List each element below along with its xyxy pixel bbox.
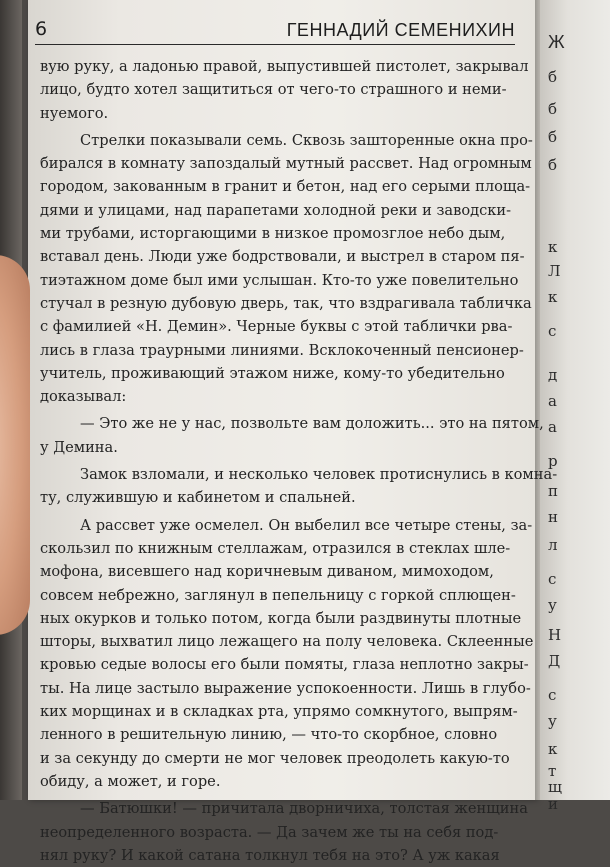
text-line: ких морщинах и в складках рта, упрямо сомкнутого, выпрям- [40, 703, 518, 721]
text-line: дями и улицами, над парапетами холодной реки и заводски- [40, 201, 512, 219]
text-line: кровью седые волосы его были помяты, глаза неплотно закры- [40, 656, 529, 674]
next-page-fragment: Ж [548, 32, 565, 52]
text-line: обиду, а может, и горе. [40, 772, 221, 790]
text-line: ту, служившую и кабинетом и спальней. [40, 489, 356, 507]
text-line: стучал в резную дубовую дверь, так, что вздрагивала табличка [40, 294, 532, 312]
text-line: шторы, выхватил лицо лежащего на полу человека. Склеенные [40, 633, 534, 651]
next-page-fragment: к [548, 288, 558, 306]
text-line: ты. На лице застыло выражение успокоенности. Лишь в глубо- [40, 679, 531, 697]
text-line: ных окурков и только потом, когда были раздвинуты плотные [40, 609, 522, 627]
text-line: — Это же не у нас, позвольте вам доложить... это на пятом, [80, 415, 544, 433]
text-line: и за секунду до смерти не мог человек преодолеть какую-то [40, 749, 510, 767]
text-line: лись в глаза траурными линиями. Всклокоченный пенсионер- [40, 341, 524, 359]
next-page-fragment: к [548, 238, 558, 256]
text-line: нуемого. [40, 104, 109, 122]
text-line: учитель, проживающий этажом ниже, кому-то убедительно [40, 364, 505, 382]
text-line: нял руку? И какой сатана толкнул тебя на это? А уж какая [40, 846, 500, 864]
text-line: мофона, висевшего над коричневым диваном, мимоходом, [40, 563, 494, 581]
next-page-fragment: б [548, 68, 558, 86]
text-line: вставал день. Люди уже бодрствовали, и выстрел в старом пя- [40, 248, 525, 266]
text-line: — Батюшки! — причитала дворничиха, толстая женщина [80, 800, 528, 818]
text-line: скользил по книжным стеллажам, отразился в стеклах шле- [40, 539, 511, 557]
next-page-fragment: у [548, 712, 557, 730]
text-line: у Демина. [40, 438, 118, 456]
next-page-fragment: Н [548, 626, 562, 644]
next-page-fragment: к [548, 740, 558, 758]
next-page-fragment: л [548, 536, 558, 554]
next-page-fragment: и [548, 795, 558, 813]
text-line: ми трубами, исторгающими в низкое промозглое небо дым, [40, 225, 506, 243]
next-page-fragment: д [548, 366, 558, 384]
next-page-fragment: а [548, 392, 557, 410]
next-page-fragment: с [548, 686, 557, 704]
text-line: совсем небрежно, заглянул в пепельницу с горкой сплющен- [40, 586, 516, 604]
next-page-fragment: н [548, 508, 558, 526]
text-line: Стрелки показывали семь. Сквозь зашторенные окна про- [80, 131, 533, 149]
text-line: тиэтажном доме был ими услышан. Кто-то уже повелительно [40, 271, 519, 289]
text-line: неопределенного возраста. — Да зачем же ты на себя под- [40, 823, 499, 841]
finger [0, 255, 30, 635]
text-line: лицо, будто хотел защититься от чего-то страшного и неми- [40, 81, 507, 99]
next-page-fragment: р [548, 452, 558, 470]
next-page-fragment: б [548, 128, 558, 146]
next-page-fragment: а [548, 418, 557, 436]
next-page-fragment: б [548, 100, 558, 118]
next-page-fragment: Д [548, 652, 561, 670]
next-page-fragment: с [548, 322, 557, 340]
text-line: с фамилией «Н. Демин». Черные буквы с этой таблички рва- [40, 318, 513, 336]
next-page-fragment: у [548, 596, 557, 614]
page-header [35, 18, 515, 45]
next-page [540, 0, 610, 813]
text-line: вую руку, а ладонью правой, выпустившей пистолет, закрывал [40, 58, 529, 75]
next-page-fragment: с [548, 570, 557, 588]
next-page-fragment: т [548, 762, 557, 780]
next-page-fragment: щ [548, 778, 562, 796]
text-line: А рассвет уже осмелел. Он выбелил все четыре стены, за- [80, 516, 533, 534]
running-head-author: ГЕННАДИЙ СЕМЕНИХИН [286, 20, 515, 40]
body-text [40, 55, 558, 867]
page-number: 6 [35, 18, 48, 40]
next-page-fragment: б [548, 156, 558, 174]
text-line: бирался в комнату запоздалый мутный рассвет. Над огромным [40, 155, 532, 173]
text-line: ленного в решительную линию, — что-то скорбное, словно [40, 726, 498, 744]
next-page-fragment: п [548, 482, 558, 500]
text-line: городом, закованным в гранит и бетон, над его серыми площа- [40, 178, 531, 196]
text-line: Замок взломали, и несколько человек протиснулись в комна- [80, 466, 558, 484]
next-page-fragment: Л [548, 262, 561, 280]
text-line: доказывал: [40, 388, 127, 406]
